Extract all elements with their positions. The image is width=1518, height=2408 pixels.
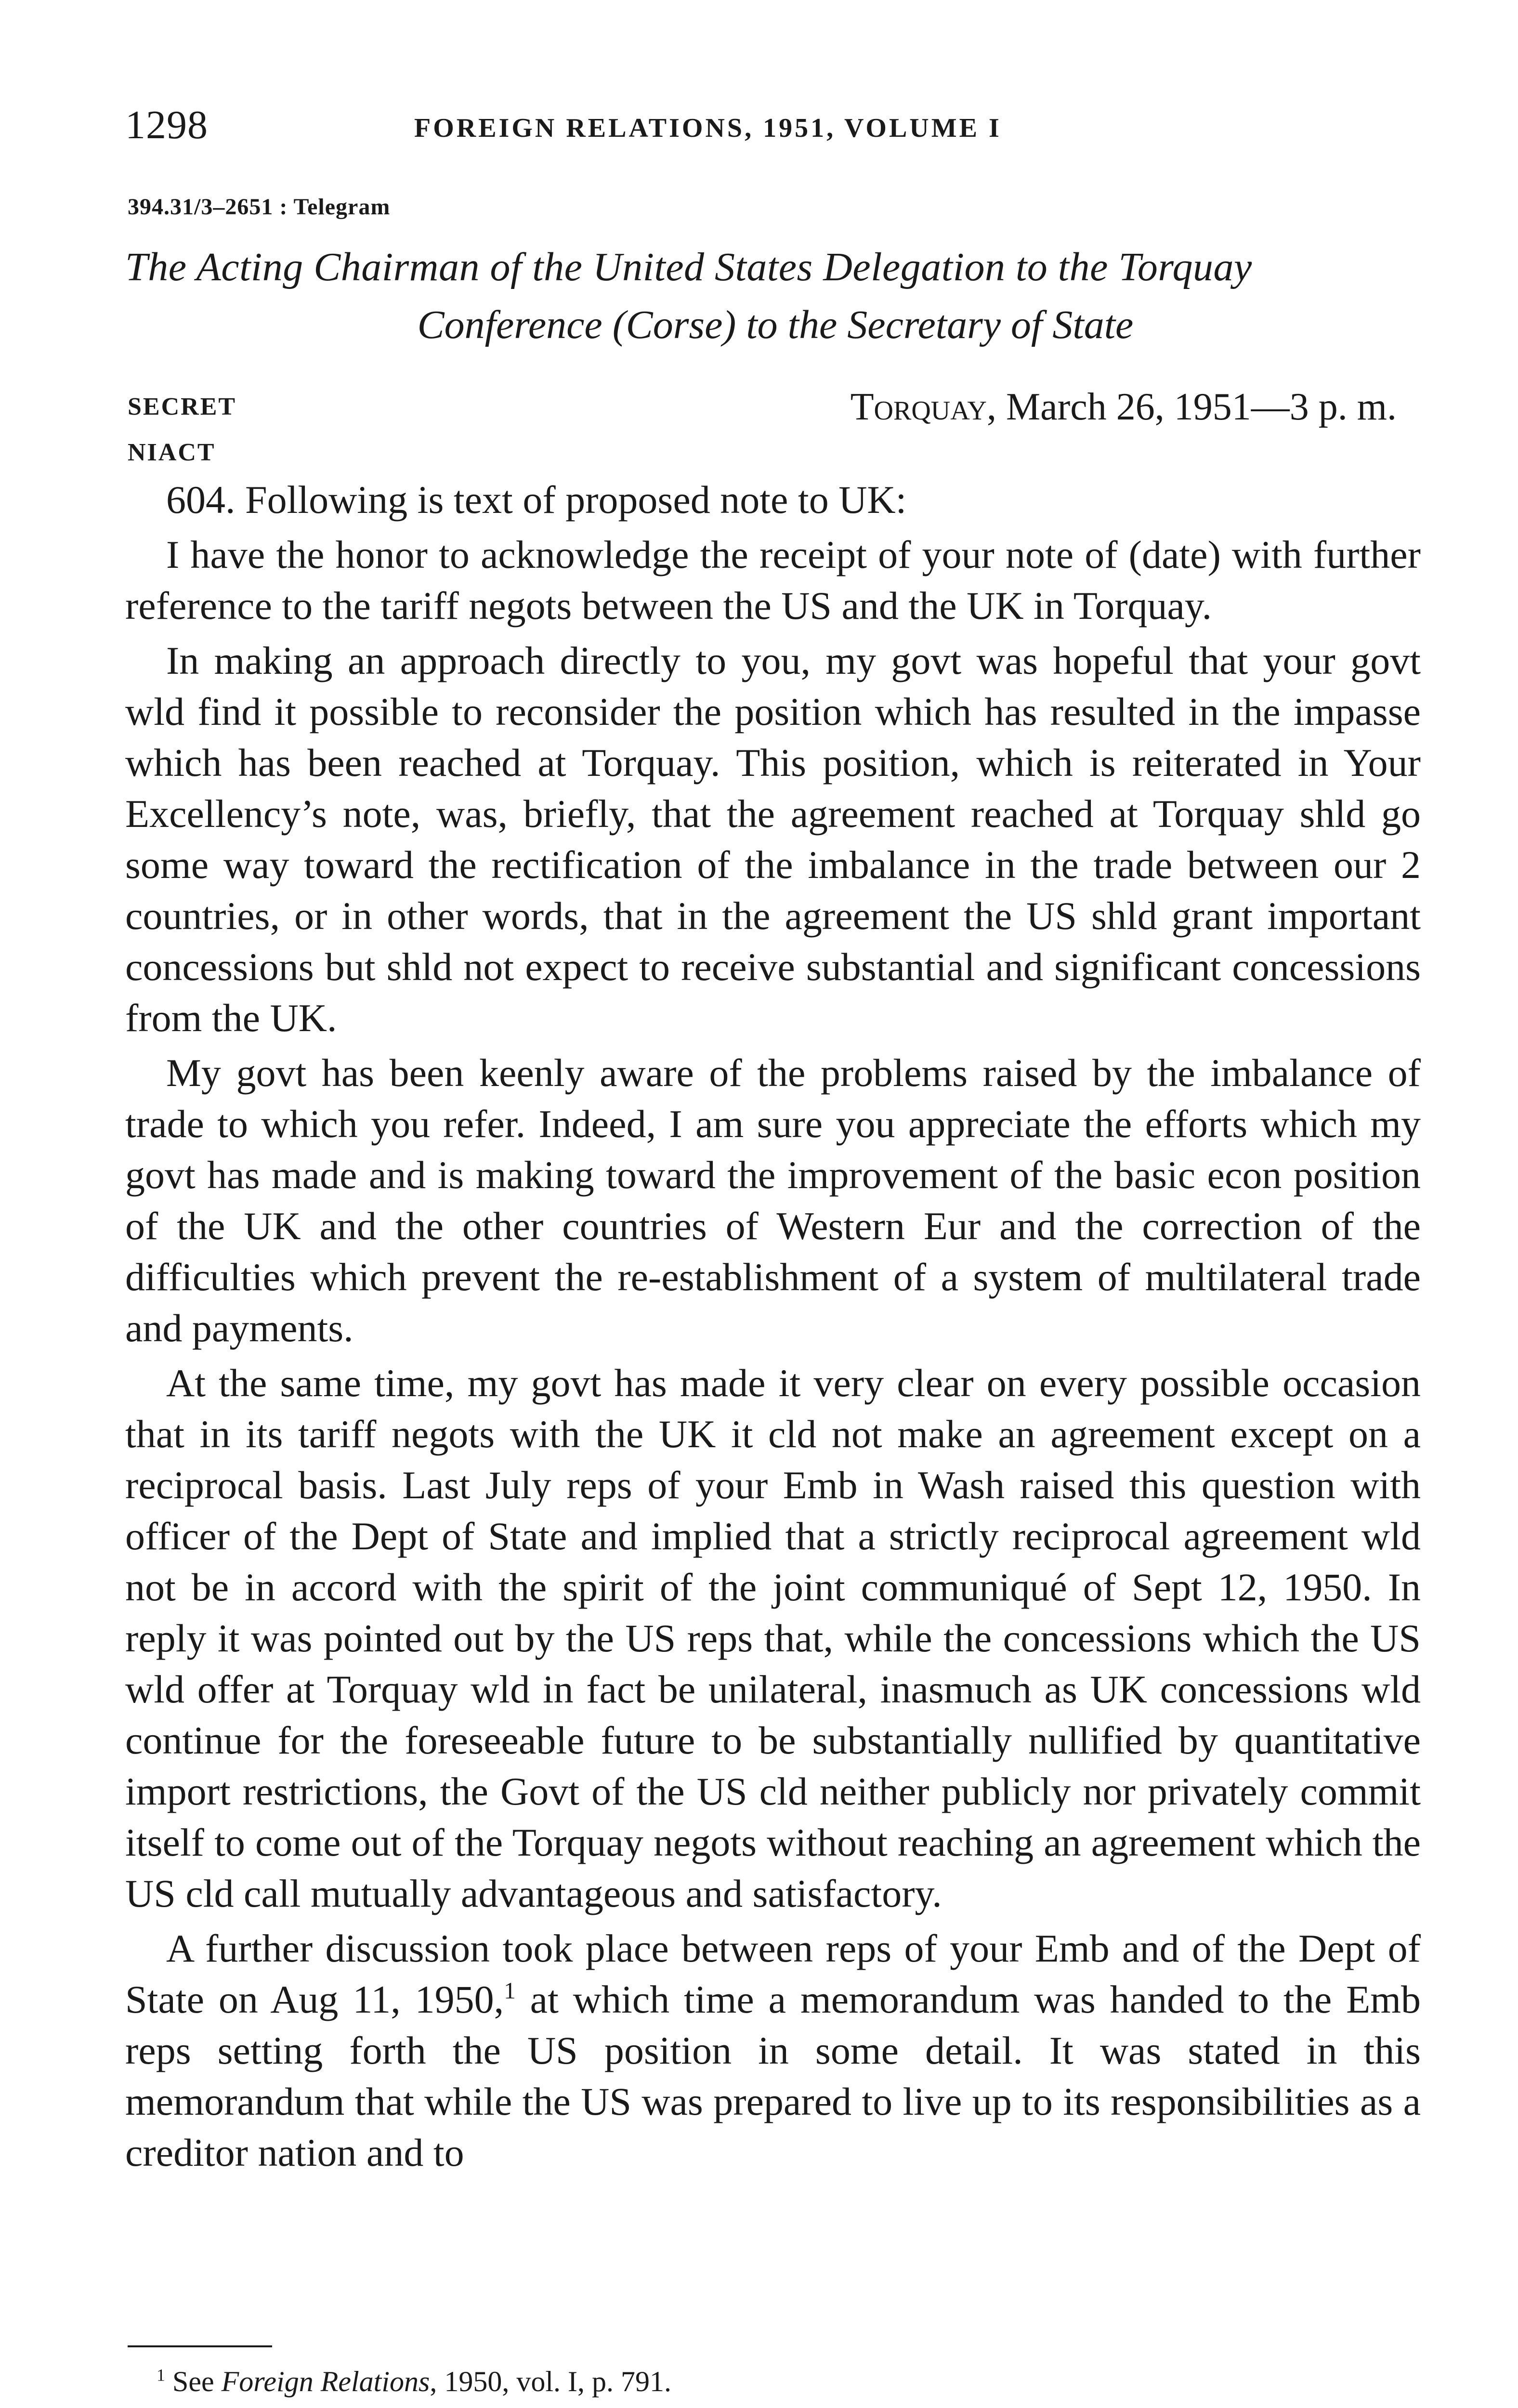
classification-label: SECRET <box>128 393 237 420</box>
running-title: FOREIGN RELATIONS, 1951, VOLUME I <box>414 113 1002 143</box>
place: Torquay <box>850 386 987 428</box>
page-number: 1298 <box>125 103 208 147</box>
place-and-date <box>851 380 1397 433</box>
footnote-reference: 1 <box>504 1977 516 2004</box>
footnote <box>157 2360 671 2403</box>
precedence-label: NIACT <box>128 439 216 466</box>
running-head <box>125 99 1416 152</box>
document-title-line-2: Conference (Corse) to the Secretary of State <box>417 302 1134 347</box>
document-title-line-1: The Acting Chairman of the United States Delegation to the Torquay <box>125 245 1252 289</box>
footnote-divider <box>128 2345 272 2347</box>
body-paragraph: I have the honor to acknowledge the receipt of your note of (date) with further reference to the tariff negots between the US and the UK in Torquay. <box>125 533 1421 628</box>
date: , March 26, 1951—3 p. m. <box>986 386 1397 428</box>
footnote-source: Foreign Relations <box>221 2366 430 2397</box>
body-paragraph-continued <box>125 1923 1421 2178</box>
document-file-number: 394.31/3–2651 : Telegram <box>128 194 391 220</box>
telegram-body <box>125 474 1421 2178</box>
body-paragraph-text: at which time a memorandum was handed to the Emb reps setting forth the US position in some detail. It was stated in this memorandum that while the US was prepared to live up to its responsibilities as a creditor nation and to <box>125 1977 1421 2174</box>
body-paragraph: At the same time, my govt has made it very clear on every possible occasion that in its tariff negots with the UK it cld not make an agreement except on a reciprocal basis. Last July reps of your Emb in Wash raised this question with officer of the Dept of State and implied that a strictly reciprocal agreement wld not be in accord with the spirit of the joint communiqué of Sept 12, 1950. In reply it was pointed out by the US reps that, while the concessions which the US wld offer at Torquay wld in fact be unilateral, inasmuch as UK concessions wld continue for the foreseeable future to be substantially nullified by quantitative import restrictions, the Govt of the US cld neither publicly nor privately commit itself to come out of the Torquay negots without reaching an agreement which the US cld call mutually advantageous and satisfactory. <box>125 1361 1421 1915</box>
body-paragraph: My govt has been keenly aware of the problems raised by the imbalance of trade to which you refer. Indeed, I am sure you appreciate the efforts which my govt has made and is making toward the improvement of the basic econ position of the UK and the other countries of Western Eur and the correction of the difficulties which prevent the re-establishment of a system of multilateral trade and payments. <box>125 1051 1421 1350</box>
footnote-suffix: , 1950, vol. I, p. 791. <box>430 2366 672 2397</box>
footnote-marker: 1 <box>157 2365 165 2385</box>
body-paragraph: 604. Following is text of proposed note to UK: <box>166 478 907 522</box>
document-title <box>125 238 1426 354</box>
body-paragraph: In making an approach directly to you, my govt was hopeful that your govt wld find it possible to reconsider the position which has resulted in the impasse which has been reached at Torquay. This position, which is reiterated in Your Excellency’s note, was, briefly, that the agreement reached at Torquay shld go some way toward the rectification of the imbalance in the trade between our 2 countries, or in other words, that in the agreement the US shld grant important concessions but shld not expect to receive substantial and significant concessions from the UK. <box>125 639 1421 1040</box>
footnote-prefix: See <box>165 2366 222 2397</box>
body-paragraph-text: A further discussion took place between reps of your Emb and of the Dept of State on Aug 11, 1950, <box>125 1926 1421 2021</box>
